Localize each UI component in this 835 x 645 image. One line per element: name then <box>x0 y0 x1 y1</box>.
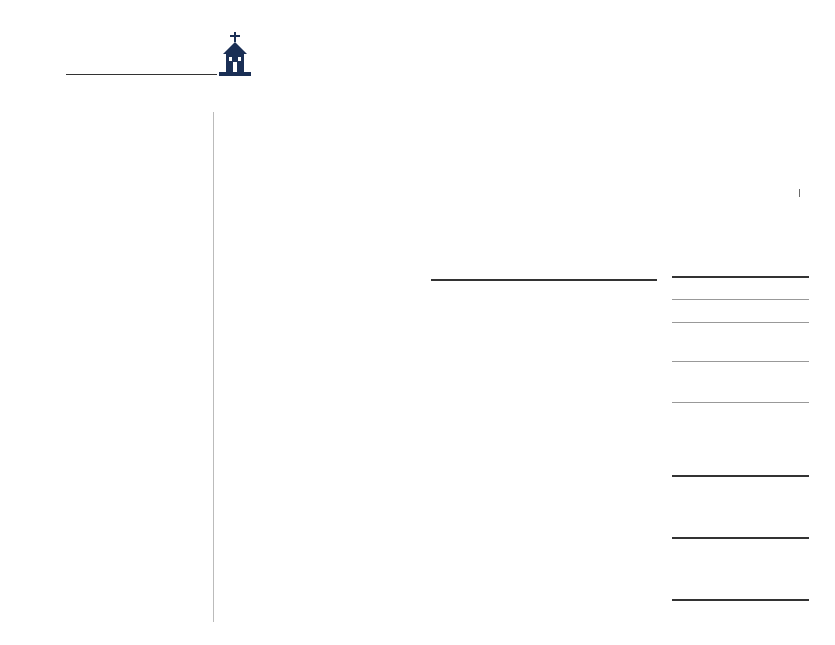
church-icon <box>219 32 251 76</box>
servants-row-line <box>672 322 809 323</box>
servants-row-line <box>672 402 809 403</box>
servants-rule <box>672 276 809 278</box>
servants-row-line <box>672 299 809 300</box>
friday-rule <box>672 537 809 539</box>
dawn-rule <box>672 599 809 601</box>
servants-row-line <box>672 361 809 362</box>
issue-info: | <box>798 188 801 197</box>
worship-rule <box>431 279 657 281</box>
wednesday-rule <box>672 475 809 477</box>
column-divider <box>213 112 214 622</box>
title-underline <box>66 74 217 75</box>
